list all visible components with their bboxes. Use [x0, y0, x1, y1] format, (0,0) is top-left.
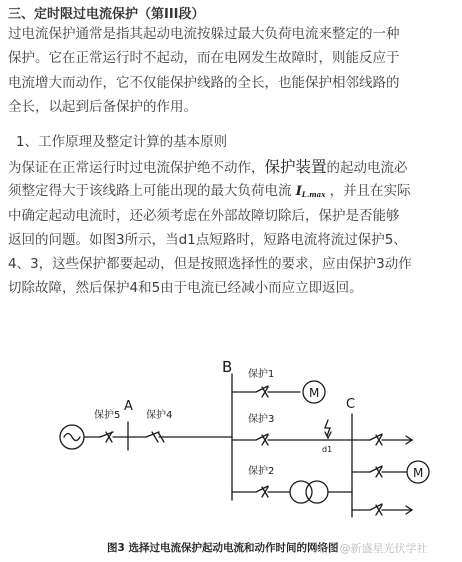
prot4-label: 保护4	[146, 410, 173, 421]
bus-c-label: C	[346, 397, 356, 412]
breaker-protection-5	[100, 432, 128, 437]
network-diagram	[0, 352, 462, 562]
text-run: 须整定得大于该线路上可能出现的最大负荷电流	[8, 183, 292, 200]
symbol-subscript: L.max	[301, 190, 326, 200]
paragraph-line: 保护。它在正常运行时不起动，而在电网发生故障时，则能反应于	[8, 50, 400, 67]
transformer-icon	[290, 481, 328, 503]
text-run: ，并且在实际	[329, 183, 411, 200]
prot1-label: 保护1	[248, 369, 275, 380]
paragraph-line: 全长，以起到后备保护的作用。	[8, 98, 197, 115]
paragraph-line: 4、3，这些保护都要起动，但是按照选择性的要求，应由保护3动作	[8, 256, 412, 273]
section-heading: 三、定时限过电流保护（第III段）	[8, 7, 205, 22]
symbol-letter: I	[295, 184, 302, 200]
watermark: 知乎 @新盛星光伏学社	[314, 542, 428, 555]
motor-label-2: M	[413, 466, 424, 480]
figure-caption: 图3 选择过电流保护起动电流和动作时间的网络图	[107, 542, 339, 554]
text-run: 的起动电流必	[326, 160, 408, 176]
paragraph-line	[8, 179, 454, 203]
paragraph-line: 返回的问题。如图3所示，当d1点短路时，短路电流将流过保护5、	[8, 231, 407, 248]
paragraph-line: 切除故障，然后保护4和5由于电流已经减小而应立即返回。	[8, 280, 363, 297]
bus-b-label: B	[222, 358, 233, 376]
paragraph-line: 过电流保护通常是指其起动电流按躲过最大负荷电流来整定的一种	[8, 26, 400, 42]
paragraph-line: 电流增大而动作，它不仅能保护线路的全长，也能保护相邻线路的	[8, 74, 400, 91]
prot3-label: 保护3	[248, 414, 275, 425]
text-run: 为保证在正常运行时过电流保护绝不动作，	[8, 160, 265, 176]
prot2-label: 保护2	[248, 466, 275, 477]
paragraph-line: 中确定起动电流时，还必须考虑在外部故障切除后，保护是否能够	[8, 207, 400, 224]
protection-device-link[interactable]: 保护装置	[264, 158, 327, 176]
fault-label: d1	[322, 445, 333, 454]
bus-a-label: A	[124, 399, 133, 414]
intro-paragraph	[8, 22, 454, 119]
motor-label: M	[309, 386, 320, 400]
prot5-label: 保护5	[94, 410, 121, 421]
load-current-symbol	[296, 184, 326, 199]
subheading: 1、工作原理及整定计算的基本原则	[16, 134, 228, 150]
principle-paragraph	[8, 155, 454, 301]
paragraph-line	[8, 155, 454, 179]
